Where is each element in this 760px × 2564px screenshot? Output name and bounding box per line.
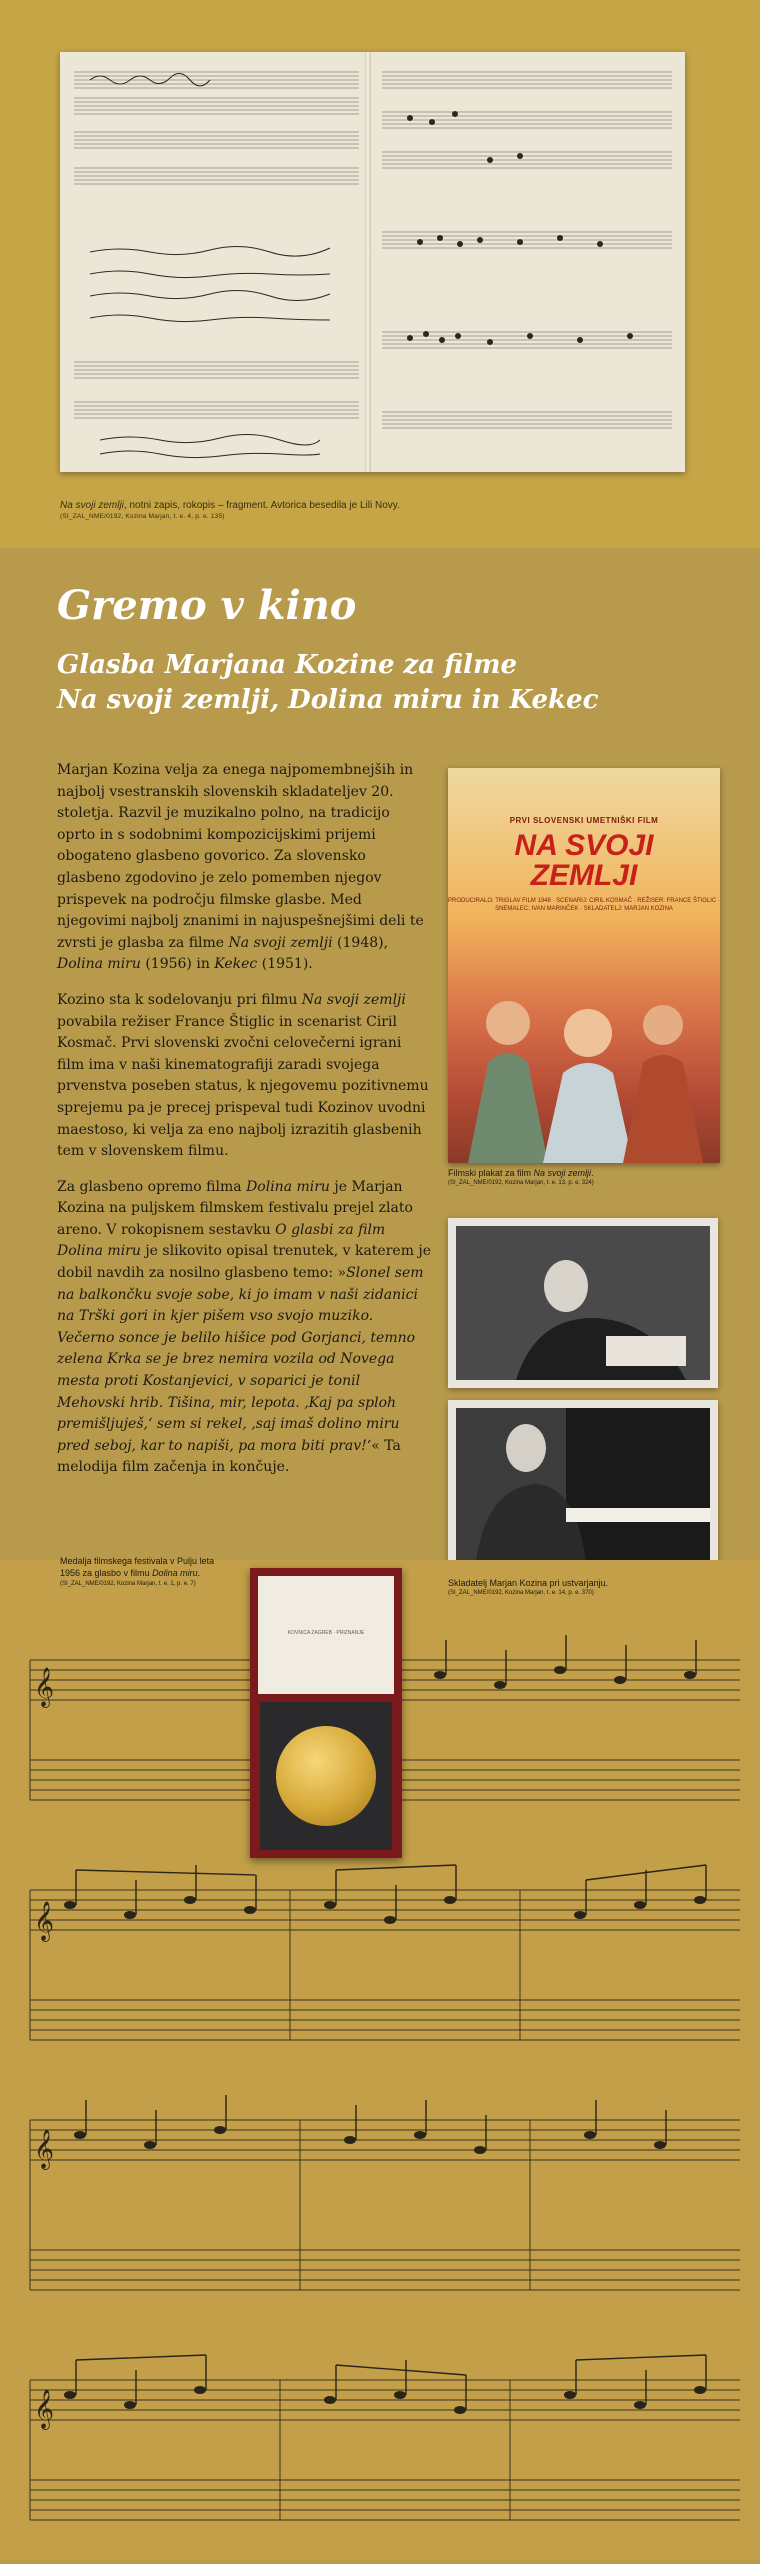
p2-text-b: povabila režiser France Štiglic in scenarist Ciril Kosmač. Prvi slovenski zvočni celovečerni igrani film ima v naši kinematografiji zaradi svojega prvenstva poseben status, k njegovemu pozitivnemu sprejemu pa je precej prispeval tudi Kozinov uvodni maestoso, ki velja za eno najbolj izrazitih glasbenih tem v slovenskem filmu. — [57, 1013, 429, 1160]
manuscript-section — [0, 0, 760, 548]
film-poster — [448, 768, 720, 1163]
manuscript-staves — [60, 52, 685, 472]
manuscript-fold — [365, 52, 371, 472]
poster-figures — [448, 963, 720, 1163]
photo-kozina-piano — [448, 1400, 718, 1570]
treble-clef-icon: 𝄞 — [34, 1667, 55, 1707]
photo-caption — [448, 1578, 718, 1596]
manuscript-caption-source: (SI_ZAL_NME/0192, Kozina Marjan, t. e. 4, p. e. 135) — [60, 513, 225, 520]
paragraph-1 — [57, 760, 432, 976]
poster-top-line: PRVI SLOVENSKI UMETNIŠKI FILM — [509, 816, 659, 825]
photo-caption-source: (SI_ZAL_NME/0192, Kozina Marjan, t. e. 14, p. e. 370) — [448, 1590, 594, 1596]
p3-essay-title: O glasbi za film Dolina miru — [57, 1221, 386, 1260]
treble-clef-icon-4: 𝄞 — [34, 2389, 55, 2429]
article-body — [57, 760, 432, 1493]
medal-case-lid — [258, 1576, 394, 1694]
treble-clef-icon-3: 𝄞 — [34, 2129, 55, 2169]
medal-caption-end: . — [197, 1568, 201, 1578]
medal-caption — [60, 1555, 230, 1587]
medal-caption-source: (SI_ZAL_NME/0192, Kozina Marjan, t. e. 1, p. e. 7) — [60, 1581, 196, 1587]
gold-arena-medal — [276, 1726, 376, 1826]
poster-title-line-2: ZEMLJI — [530, 859, 638, 892]
p1-year-3: (1951). — [257, 956, 313, 973]
paragraph-2 — [57, 990, 432, 1163]
manuscript-caption-title: Na svoji zemlji — [60, 500, 124, 511]
poster-caption — [448, 1168, 720, 1186]
p3-quote: Slonel sem na balkončku svoje sobe, ki jo imam v naši zidanici na Trški gori in kjer pišem vso svojo muziko. Večerno sonce je belilo hišice pod Gorjanci, temno zelena Krka se je brez nemira vozila od Novega mesta proti Kostanjevici, v soparici je tonil Mehovski hrib. Tišina, mir, lepota. ‚Kaj pa sploh premišljuješ,‘ sem si rekel, ‚saj imaš dolino miru pred seboj, kar to napiši, pa mora biti prav!‘ — [57, 1265, 424, 1454]
poster-title — [448, 831, 720, 891]
treble-clef-icon-2: 𝄞 — [34, 1901, 55, 1941]
medal-caption-film: Dolina miru — [152, 1568, 198, 1578]
poster-caption-film: Na svoji zemlji — [533, 1168, 592, 1178]
p2-text-a: Kozino sta k sodelovanju pri filmu — [57, 991, 302, 1008]
poster-credits: PRODUCIRALO: TRIGLAV FILM 1948 · SCENARIJ: CIRIL KOSMAČ · REŽISER: FRANCE ŠTIGLIC · SNEMALEC: IVAN MARINČEK · SKLADATELJ: MARJAN KOZINA — [448, 898, 720, 912]
p1-film-2: Dolina miru — [57, 956, 141, 973]
p1-text: Marjan Kozina velja za enega najpomembnejših in najbolj vsestranskih slovenskih skladateljev 20. stoletja. Razvil je muzikalno polno, na tradicijo oprto in s sodobnimi kompozicijskimi prijemi obogateno glasbeno govorico. Za slovensko glasbeno zgodovino je zelo pomemben njegov prispevek na področju filmske glasbe. Med njegovimi najbolj znanimi in najuspešnejšimi deli te zvrsti je glasba za filme — [57, 762, 424, 951]
manuscript-caption-text: , notni zapis, rokopis – fragment. Avtorica besedila je Lili Novy. — [123, 500, 400, 511]
p1-film-1: Na svoji zemlji — [228, 934, 333, 951]
poster-title-line-1: NA SVOJI — [514, 829, 654, 862]
medal-case-lid-text: KOVNICA ZAGREB · PRIZNANJE — [287, 1630, 365, 1636]
photo-caption-text: Skladatelj Marjan Kozina pri ustvarjanju. — [448, 1578, 609, 1588]
p3-text-c: je slikovito opisal trenutek, v katerem je dobil navdih za nosilno glasbeno temo: » — [57, 1243, 432, 1282]
p1-film-3: Kekec — [214, 956, 258, 973]
p2-film: Na svoji zemlji — [301, 991, 406, 1008]
medal-case — [250, 1568, 402, 1858]
p3-film: Dolina miru — [246, 1178, 330, 1195]
p1-year-2: (1956) in — [140, 956, 215, 973]
p1-year-1: (1948), — [332, 934, 389, 951]
poster-caption-text: Filmski plakat za film — [448, 1168, 534, 1178]
manuscript-caption — [60, 500, 620, 520]
paragraph-3 — [57, 1177, 432, 1479]
subtitle-line-2: Na svoji zemlji, Dolina miru in Kekec — [57, 685, 599, 715]
p3-text-d: « Ta melodija film začenja in končuje. — [57, 1437, 401, 1476]
p3-text-a: Za glasbeno opremo filma — [57, 1178, 247, 1195]
subtitle-line-1: Glasba Marjana Kozine za filme — [57, 650, 518, 680]
page-subtitle — [57, 648, 697, 718]
manuscript-photo — [60, 52, 685, 472]
poster-caption-end: . — [591, 1168, 594, 1178]
medal-caption-text: Medalja filmskega festivala v Pulju leta 1956 za glasbo v filmu — [60, 1556, 215, 1578]
photo-kozina-reclining — [448, 1218, 718, 1388]
poster-caption-source: (SI_ZAL_NME/0192, Kozina Marjan, t. e. 13, p. e. 324) — [448, 1180, 594, 1186]
p3-text-b: je Marjan Kozina na puljskem filmskem festivalu prejel zlato areno. V rokopisnem sestavku — [57, 1178, 413, 1238]
page-title: Gremo v kino — [57, 582, 357, 629]
